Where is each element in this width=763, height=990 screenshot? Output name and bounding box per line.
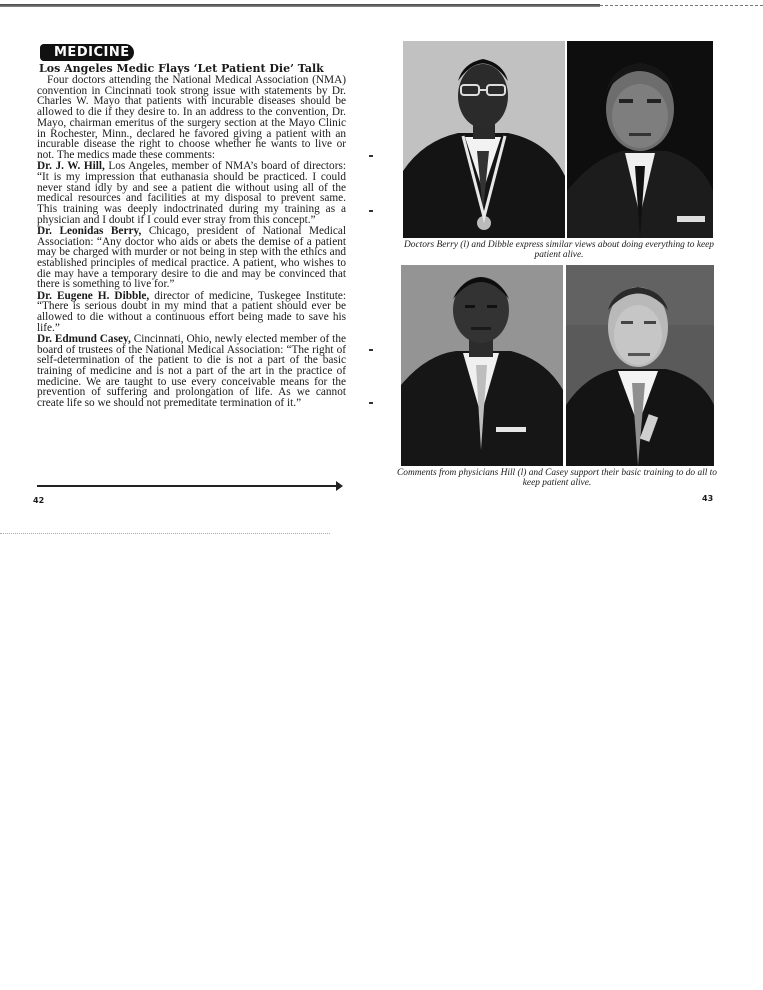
caption-bottom: Comments from physicians Hill (l) and Casey support their basic training to do all to keep patient alive. — [397, 468, 717, 488]
article-headline: Los Angeles Medic Flays ‘Let Patient Die’ Talk — [39, 62, 324, 75]
article-body — [37, 75, 346, 409]
paragraph-text: Chicago, president of National Medical Association: “Any doctor who aids or abets the demise of a patient may be charged with murder or not being in step with the ethics and established principles of medical practice. A patient, who wishes to die may have a temporary desire to die and may be convinced that there is something to live for.” — [37, 224, 347, 291]
photo-hill — [401, 265, 563, 466]
paragraph-text: director of medicine, Tuskegee Institute: “There is serious doubt in my mind that a patient should ever be allowed to die without a continuous effort being made to save his life.” — [37, 289, 346, 334]
margin-mark — [369, 155, 373, 157]
hill-portrait — [401, 265, 563, 466]
paragraph-berry — [37, 226, 346, 290]
page-number-left: 42 — [33, 496, 45, 505]
photo-casey — [566, 265, 714, 466]
paragraph-text: Cincinnati, Ohio, newly elected member of the board of trustees of the National Medical Association: “The right of self-determination of the patient to die is not a part of the basic training of medicine and is not a part of the art in the practice of medicine. We are taught to use every conceivable means for the prevention of suffering and prolongation of life. As we cannot create life so we should not premeditate termination of it.” — [37, 332, 346, 410]
margin-mark — [369, 402, 373, 404]
paragraph-text: Los Angeles, member of NMA’s board of directors: “It is my impression that euthanasia should be practiced. I could never stand idly by and see a patient die without using all of the medical resources and facilities at my disposal to prevent same. This training was deeply indoctrinated during my training as a physician and I doubt if I could ever stray from this concept.” — [37, 160, 346, 226]
speaker-name: Dr. J. W. Hill, — [37, 160, 105, 173]
photo-dibble — [567, 41, 713, 238]
speaker-name: Dr. Edmund Casey, — [37, 332, 131, 345]
dibble-portrait — [567, 41, 713, 238]
paragraph-hill — [37, 161, 346, 225]
speaker-name: Dr. Leonidas Berry, — [37, 224, 142, 237]
paragraph-casey — [37, 334, 346, 409]
margin-mark — [369, 349, 373, 351]
top-dotted-rule — [600, 5, 763, 6]
berry-portrait — [403, 41, 565, 238]
end-of-article-rule — [37, 485, 337, 487]
scan-speckle-line — [0, 533, 330, 534]
paragraph-text: Four doctors attending the National Medical Association (NMA) convention in Cincinnati took strong issue with statements by Dr. Charles W. Mayo that patients with incurable diseases should be allowed to die if they desire to. In an address to the convention, Dr. Mayo, chairman emeritus of the surgery section at the Mayo Clinic in Rochester, Minn., declared he favored giving a patient with an incurable disease the right to choose whether he wants to live or not. The medics made these comments: — [37, 74, 346, 161]
paragraph-dibble — [37, 291, 346, 334]
paragraph-intro — [37, 75, 346, 161]
page-number-right: 43 — [702, 494, 714, 503]
speaker-name: Dr. Eugene H. Dibble, — [37, 289, 150, 302]
end-arrow-icon — [336, 481, 343, 491]
casey-portrait — [566, 265, 714, 466]
section-label: MEDICINE — [40, 44, 134, 61]
caption-top: Doctors Berry (l) and Dibble express similar views about doing everything to keep patient alive. — [403, 240, 714, 260]
top-rule — [0, 4, 600, 7]
margin-mark — [369, 210, 373, 212]
photo-berry — [403, 41, 565, 238]
